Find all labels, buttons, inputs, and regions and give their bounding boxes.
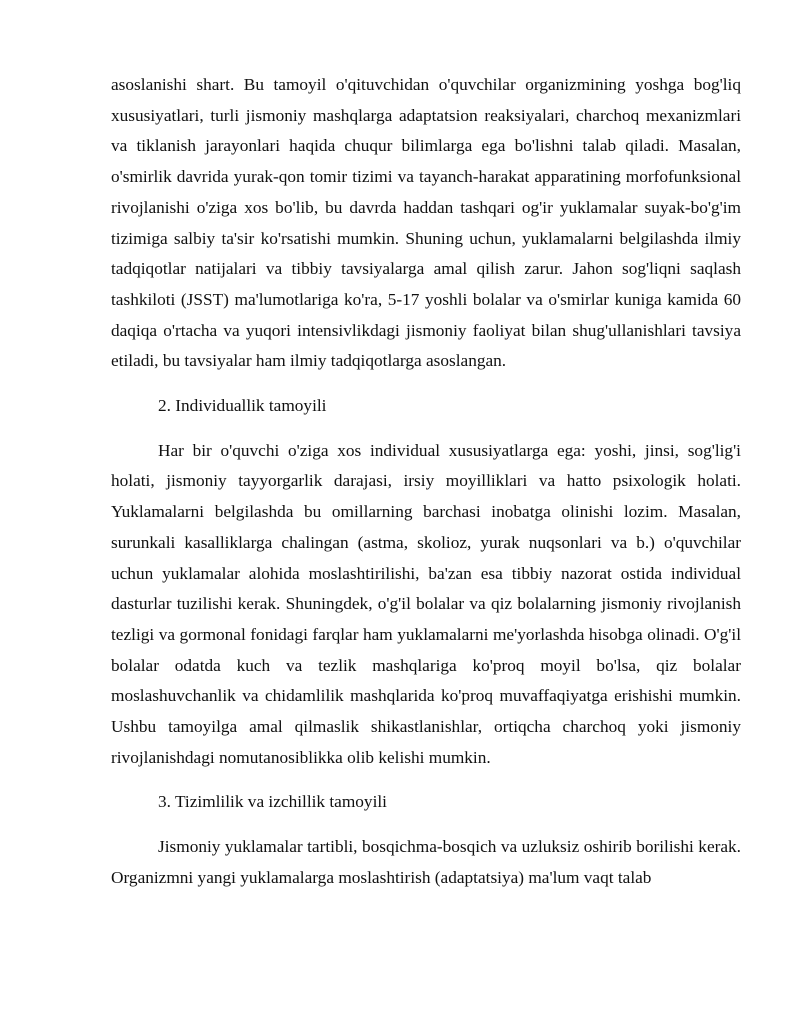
paragraph-continued: asoslanishi shart. Bu tamoyil o'qituvchidan o'quvchilar organizmining yoshga bog'liq xususiyatlari, turli jismoniy mashqlarga adaptatsion reaksiyalari, charchoq mexanizmlari va tiklanish jarayonlari haqida chuqur bilimlarga ega bo'lishni talab qiladi. Masalan, o'smirlik davrida yurak-qon tomir tizimi va tayanch-harakat apparatining morfofunksional rivojlanishi o'ziga xos bo'lib, bu davrda haddan tashqari og'ir yuklamalar suyak-bo'g'im tizimiga salbiy ta'sir ko'rsatishi mumkin. Shuning uchun, yuklamalarni belgilashda ilmiy tadqiqotlar natijalari va tibbiy tavsiyalarga amal qilish zarur. Jahon sog'liqni saqlash tashkiloti (JSST) ma'lumotlariga ko'ra, 5-17 yoshli bolalar va o'smirlar kuniga kamida 60 daqiqa o'rtacha va yuqori intensivlikdagi jismoniy faoliyat bilan shug'ullanishlari tavsiya etiladi, bu tavsiyalar ham ilmiy tadqiqotlarga asoslangan. xyxy=(111,75,741,371)
section-heading-individuallik: 2. Individuallik tamoyili xyxy=(158,396,327,416)
section-heading-tizimlilik: 3. Tizimlilik va izchillik tamoyili xyxy=(158,792,387,812)
document-page xyxy=(111,70,741,894)
paragraph-spacer xyxy=(111,422,741,436)
paragraph-tizimlilik: Jismoniy yuklamalar tartibli, bosqichma-bosqich va uzluksiz oshirib borilishi kerak. Organizmni yangi yuklamalarga moslashtirish (adaptatsiya) ma'lum vaqt talab xyxy=(111,837,741,887)
paragraph-spacer xyxy=(111,818,741,832)
paragraph-spacer xyxy=(111,773,741,787)
paragraph-spacer xyxy=(111,377,741,391)
paragraph-individuallik: Har bir o'quvchi o'ziga xos individual xususiyatlarga ega: yoshi, jinsi, sog'lig'i holati, jismoniy tayyorgarlik darajasi, irsiy moyilliklari va hatto psixologik holati. Yuklamalarni belgilashda bu omillarning barchasi inobatga olinishi lozim. Masalan, surunkali kasalliklarga chalingan (astma, skolioz, yurak nuqsonlari va b.) o'quvchilar uchun yuklamalar alohida moslashtirilishi, ba'zan esa tibbiy nazorat ostida individual dasturlar tuzilishi kerak. Shuningdek, o'g'il bolalar va qiz bolalarning jismoniy rivojlanish tezligi va gormonal fonidagi farqlar ham yuklamalarni me'yorlashda hisobga olinadi. O'g'il bolalar odatda kuch va tezlik mashqlariga ko'proq moyil bo'lsa, qiz bolalar moslashuvchanlik va chidamlilik mashqlarida ko'proq muvaffaqiyatga erishishi mumkin. Ushbu tamoyilga amal qilmaslik shikastlanishlar, ortiqcha charchoq yoki jismoniy rivojlanishdagi nomutanosiblikka olib kelishi mumkin. xyxy=(111,440,741,767)
